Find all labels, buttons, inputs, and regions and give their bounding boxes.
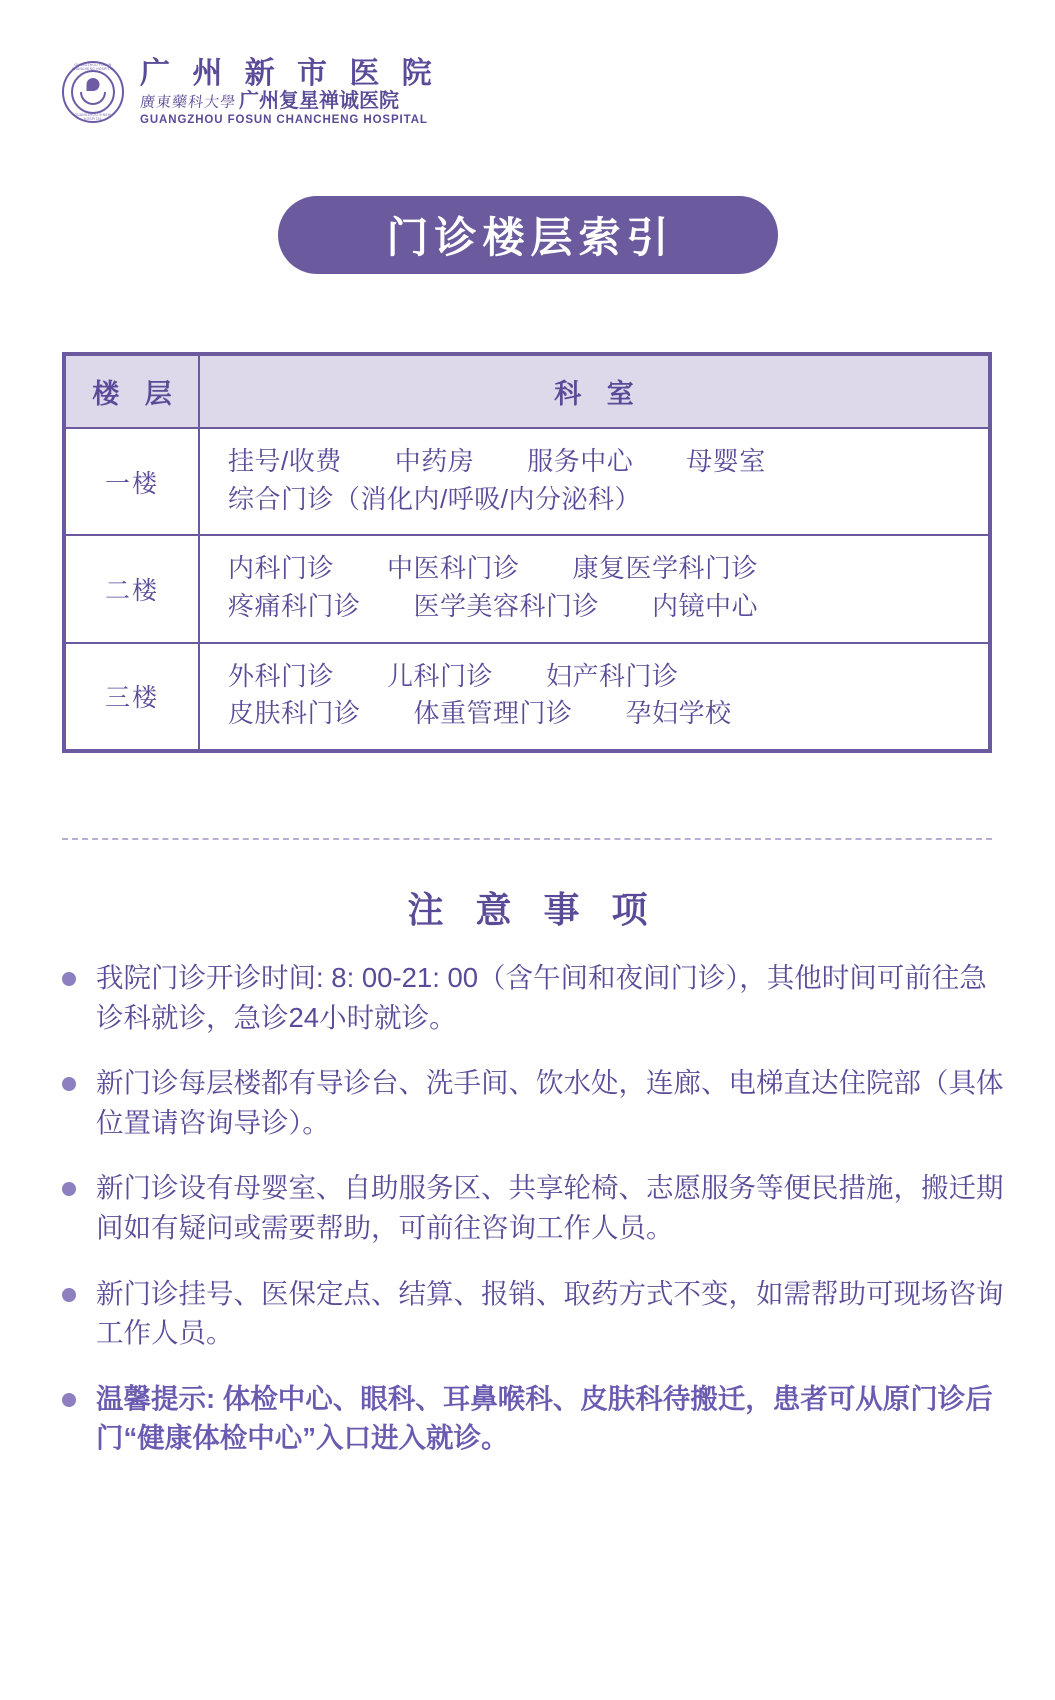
hospital-name-cn-secondary <box>140 91 439 112</box>
department-list <box>199 428 989 535</box>
department-line: 内科门诊 中医科门诊 康复医学科门诊 <box>228 553 759 584</box>
note-text: 新门诊挂号、医保定点、结算、报销、取药方式不变，如需帮助可现场咨询工作人员。 <box>96 1277 1004 1349</box>
list-item <box>50 958 1010 1037</box>
department-line: 综合门诊（消化内/呼吸/内分泌科） <box>228 483 641 514</box>
bullet-icon <box>62 1077 76 1091</box>
department-list <box>199 535 989 642</box>
floor-label: 三楼 <box>65 643 199 750</box>
notes-list <box>50 958 1010 1484</box>
university-name: 廣東藥科大學 <box>139 95 237 112</box>
hospital-name-cn: 广 州 新 市 医 院 <box>140 57 439 90</box>
column-header-floor: 楼 层 <box>65 355 199 428</box>
logo-microtext-bottom: GUANGZHOU XINSHI HOSPITAL <box>74 113 112 122</box>
department-list <box>199 643 989 750</box>
table-header-row <box>65 355 989 428</box>
logo-microtext-top: GUANGZHOU FOSUN CHANCHENG HOSPITAL <box>71 63 115 72</box>
bullet-icon <box>62 1393 76 1407</box>
department-line: 皮肤科门诊 体重管理门诊 孕妇学校 <box>228 698 732 729</box>
note-text-highlight: 温馨提示: 体检中心、眼科、耳鼻喉科、皮肤科待搬迁，患者可从原门诊后门“健康体检中心”入口进入就诊。 <box>96 1382 993 1454</box>
page-title: 门诊楼层索引 <box>278 196 778 274</box>
hospital-name-cn2: 广州复星禅诚医院 <box>239 90 400 113</box>
hospital-name-block <box>140 58 439 127</box>
list-item <box>50 1063 1010 1142</box>
floor-label: 一楼 <box>65 428 199 535</box>
note-text: 我院门诊开诊时间: 8: 00-21: 00（含午间和夜间门诊），其他时间可前往急诊科就诊，急诊24小时就诊。 <box>96 962 987 1033</box>
table-row <box>65 428 989 535</box>
section-divider <box>62 838 992 840</box>
hospital-name-en: GUANGZHOU FOSUN CHANCHENG HOSPITAL <box>140 113 428 126</box>
department-line: 疼痛科门诊 医学美容科门诊 内镜中心 <box>228 591 759 622</box>
hospital-emblem-icon <box>62 61 124 123</box>
note-text: 新门诊设有母婴室、自助服务区、共享轮椅、志愿服务等便民措施，搬迁期间如有疑问或需要帮助，可前往咨询工作人员。 <box>96 1172 1004 1243</box>
department-line: 挂号/收费 中药房 服务中心 母婴室 <box>228 446 766 476</box>
table-row <box>65 535 989 642</box>
department-line: 外科门诊 儿科门诊 妇产科门诊 <box>228 660 679 691</box>
list-item <box>50 1379 1010 1458</box>
bullet-icon <box>62 972 76 986</box>
notes-title: 注 意 事 项 <box>407 889 659 930</box>
column-header-department: 科 室 <box>199 355 989 428</box>
list-item <box>50 1274 1010 1353</box>
hospital-logo <box>62 58 439 127</box>
floor-index-table <box>62 352 992 753</box>
bullet-icon <box>62 1182 76 1196</box>
note-text: 新门诊每层楼都有导诊台、洗手间、饮水处，连廊、电梯直达住院部（具体位置请咨询导诊）。 <box>96 1067 1004 1138</box>
floor-label: 二楼 <box>65 535 199 642</box>
table-row <box>65 643 989 750</box>
bullet-icon <box>62 1288 76 1302</box>
list-item <box>50 1168 1010 1247</box>
